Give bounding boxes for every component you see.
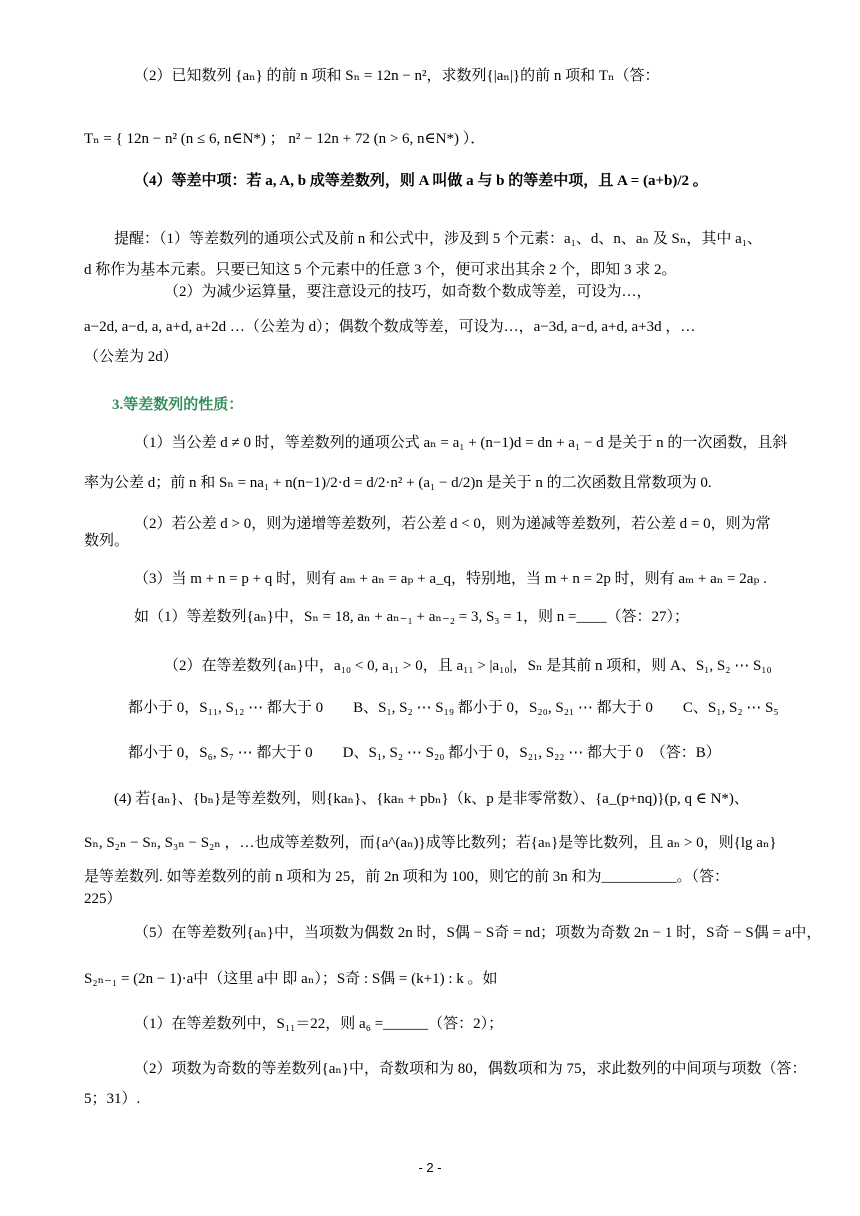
text-line: 都小于 0，S₁₁, S₁₂ ⋯ 都大于 0 B、S₁, S₂ ⋯ S₁₉ 都小于 0，S₂₀, S₂₁ ⋯ 都大于 0 C、S₁, S₂ ⋯ S₅ [128,700,779,716]
formula-line: Tₙ = { 12n − n² (n ≤ 6, n∈N*) ； n² − 12n + 72 (n > 6, n∈N*) ）． [84,131,486,147]
text-line: （3）当 m + n = p + q 时，则有 aₘ + aₙ = aₚ + a_q，特别地，当 m + n = 2p 时，则有 aₘ + aₙ = 2aₚ . [134,571,767,587]
text-line: （2）已知数列 {aₙ} 的前 n 项和 Sₙ = 12n − n²，求数列{|aₙ|}的前 n 项和 Tₙ（答： [134,68,660,84]
text-line: S₂ₙ₋₁ = (2n − 1)·a中（这里 a中 即 aₙ）；S奇 : S偶 = (k+1) : k 。如 [84,971,498,987]
text-line: 225） [84,891,122,907]
page-number: - 2 - [418,1160,442,1175]
text-line: d 称作为基本元素。只要已知这 5 个元素中的任意 3 个，便可求出其余 2 个，即知 3 求 2。 [84,262,677,278]
text-line: Sₙ, S₂ₙ − Sₙ, S₃ₙ − S₂ₙ ，…也成等差数列，而{a^(aₙ)}成等比数列；若{aₙ}是等比数列，且 aₙ > 0，则{lg aₙ} [84,835,777,851]
formula-line: 率为公差 d；前 n 和 Sₙ = na₁ + n(n−1)/2·d = d/2·n² + (a₁ − d/2)n 是关于 n 的二次函数且常数项为 0. [84,475,712,491]
formula-line: a−2d, a−d, a, a+d, a+2d …（公差为 d）；偶数个数成等差，可设为…，a−3d, a−d, a+d, a+3d ，… [84,319,696,335]
text-line: （4）等差中项：若 a, A, b 成等差数列，则 A 叫做 a 与 b 的等差中项，且 A = (a+b)/2 。 [134,173,708,189]
section-heading: 3.等差数列的性质： [112,397,244,413]
text-line: （2）若公差 d > 0，则为递增等差数列，若公差 d < 0，则为递减等差数列，若公差 d = 0，则为常 [134,516,771,532]
text-line: 5；31）. [84,1091,141,1107]
text-line: 数列。 [84,533,130,549]
text-line: （1）当公差 d ≠ 0 时，等差数列的通项公式 aₙ = a₁ + (n−1)d = dn + a₁ − d 是关于 n 的一次函数，且斜 [134,435,788,451]
text-line: (4) 若{aₙ}、{bₙ}是等差数列，则{kaₙ}、{kaₙ + pbₙ}（k、p 是非零常数）、{a_(p+nq)}(p, q ∈ N*)、 [114,791,749,807]
text-line: （1）在等差数列中，S₁₁＝22，则 a₆ =______（答：2）； [134,1016,504,1032]
text-line: 提醒：（1）等差数列的通项公式及前 n 和公式中，涉及到 5 个元素：a₁、d、n、aₙ 及 Sₙ，其中 a₁、 [114,231,763,247]
text-line: 如（1）等差数列{aₙ}中，Sₙ = 18, aₙ + aₙ₋₁ + aₙ₋₂ = 3, S₃ = 1，则 n =____（答：27）； [134,609,689,625]
text-line: （2）在等差数列{aₙ}中，a₁₀ < 0, a₁₁ > 0，且 a₁₁ > |a₁₀|，Sₙ 是其前 n 项和，则 A、S₁, S₂ ⋯ S₁₀ [164,658,772,674]
text-line: （5）在等差数列{aₙ}中，当项数为偶数 2n 时，S偶 − S奇 = nd；项数为奇数 2n − 1 时，S奇 − S偶 = a中， [134,925,822,941]
text-line: 都小于 0，S₆, S₇ ⋯ 都大于 0 D、S₁, S₂ ⋯ S₂₀ 都小于 0，S₂₁, S₂₂ ⋯ 都大于 0 （答：B） [128,745,721,761]
text-line: （2）项数为奇数的等差数列{aₙ}中，奇数项和为 80，偶数项和为 75，求此数列的中间项与项数（答： [134,1061,807,1077]
text-line: 是等差数列. 如等差数列的前 n 项和为 25，前 2n 项和为 100，则它的前 3n 和为__________。（答： [84,869,730,885]
text-line: （2）为减少运算量，要注意设元的技巧，如奇数个数成等差，可设为…， [164,284,652,300]
text-line: （公差为 2d） [84,349,178,365]
